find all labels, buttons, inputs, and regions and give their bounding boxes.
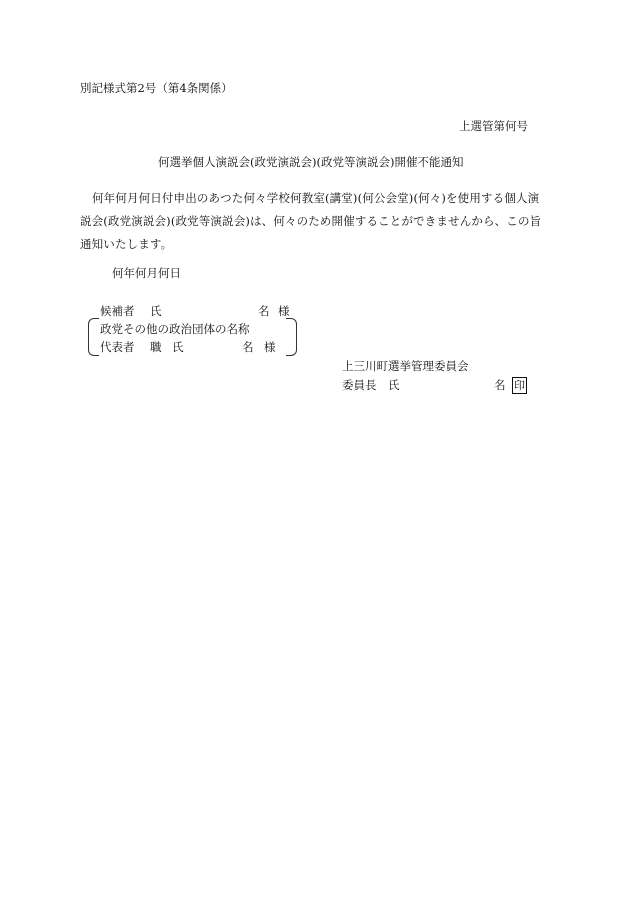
representative-name-placeholder: 名 <box>242 340 254 354</box>
candidate-honorific: 様 <box>278 304 290 318</box>
body-text: 何年何月何日付申出のあつた何々学校何教室(講堂)(何公会堂)(何々)を使用する個人演説会(政党演説会)(政党等演説会)は、何々のため開催することができませんから、この旨通知いたします。 <box>80 191 542 251</box>
chair-label: 委員長 <box>342 378 377 392</box>
document-title: 何選挙個人演説会(政党演説会)(政党等演説会)開催不能通知 <box>158 155 464 169</box>
committee-name: 上三川町選挙管理委員会 <box>342 359 469 373</box>
form-reference: 別記様式第2号（第4条関係） <box>80 81 233 95</box>
right-bracket <box>286 318 297 356</box>
candidate-label: 候補者 <box>100 304 135 318</box>
party-name-label: 政党その他の政治団体の名称 <box>100 322 250 336</box>
candidate-surname-placeholder: 氏 <box>150 304 162 318</box>
chair-name-placeholder: 名 <box>494 378 506 392</box>
document-number: 上選管第何号 <box>459 119 528 133</box>
representative-surname-placeholder: 氏 <box>172 340 184 354</box>
issue-date: 何年何月何日 <box>112 266 181 280</box>
left-bracket <box>88 318 99 356</box>
chair-surname-placeholder: 氏 <box>388 378 400 392</box>
seal-mark: 印 <box>514 379 525 392</box>
candidate-name-placeholder: 名 <box>258 304 270 318</box>
representative-label: 代表者 <box>100 340 135 354</box>
representative-honorific: 様 <box>264 340 276 354</box>
representative-title-placeholder: 職 <box>150 340 162 354</box>
